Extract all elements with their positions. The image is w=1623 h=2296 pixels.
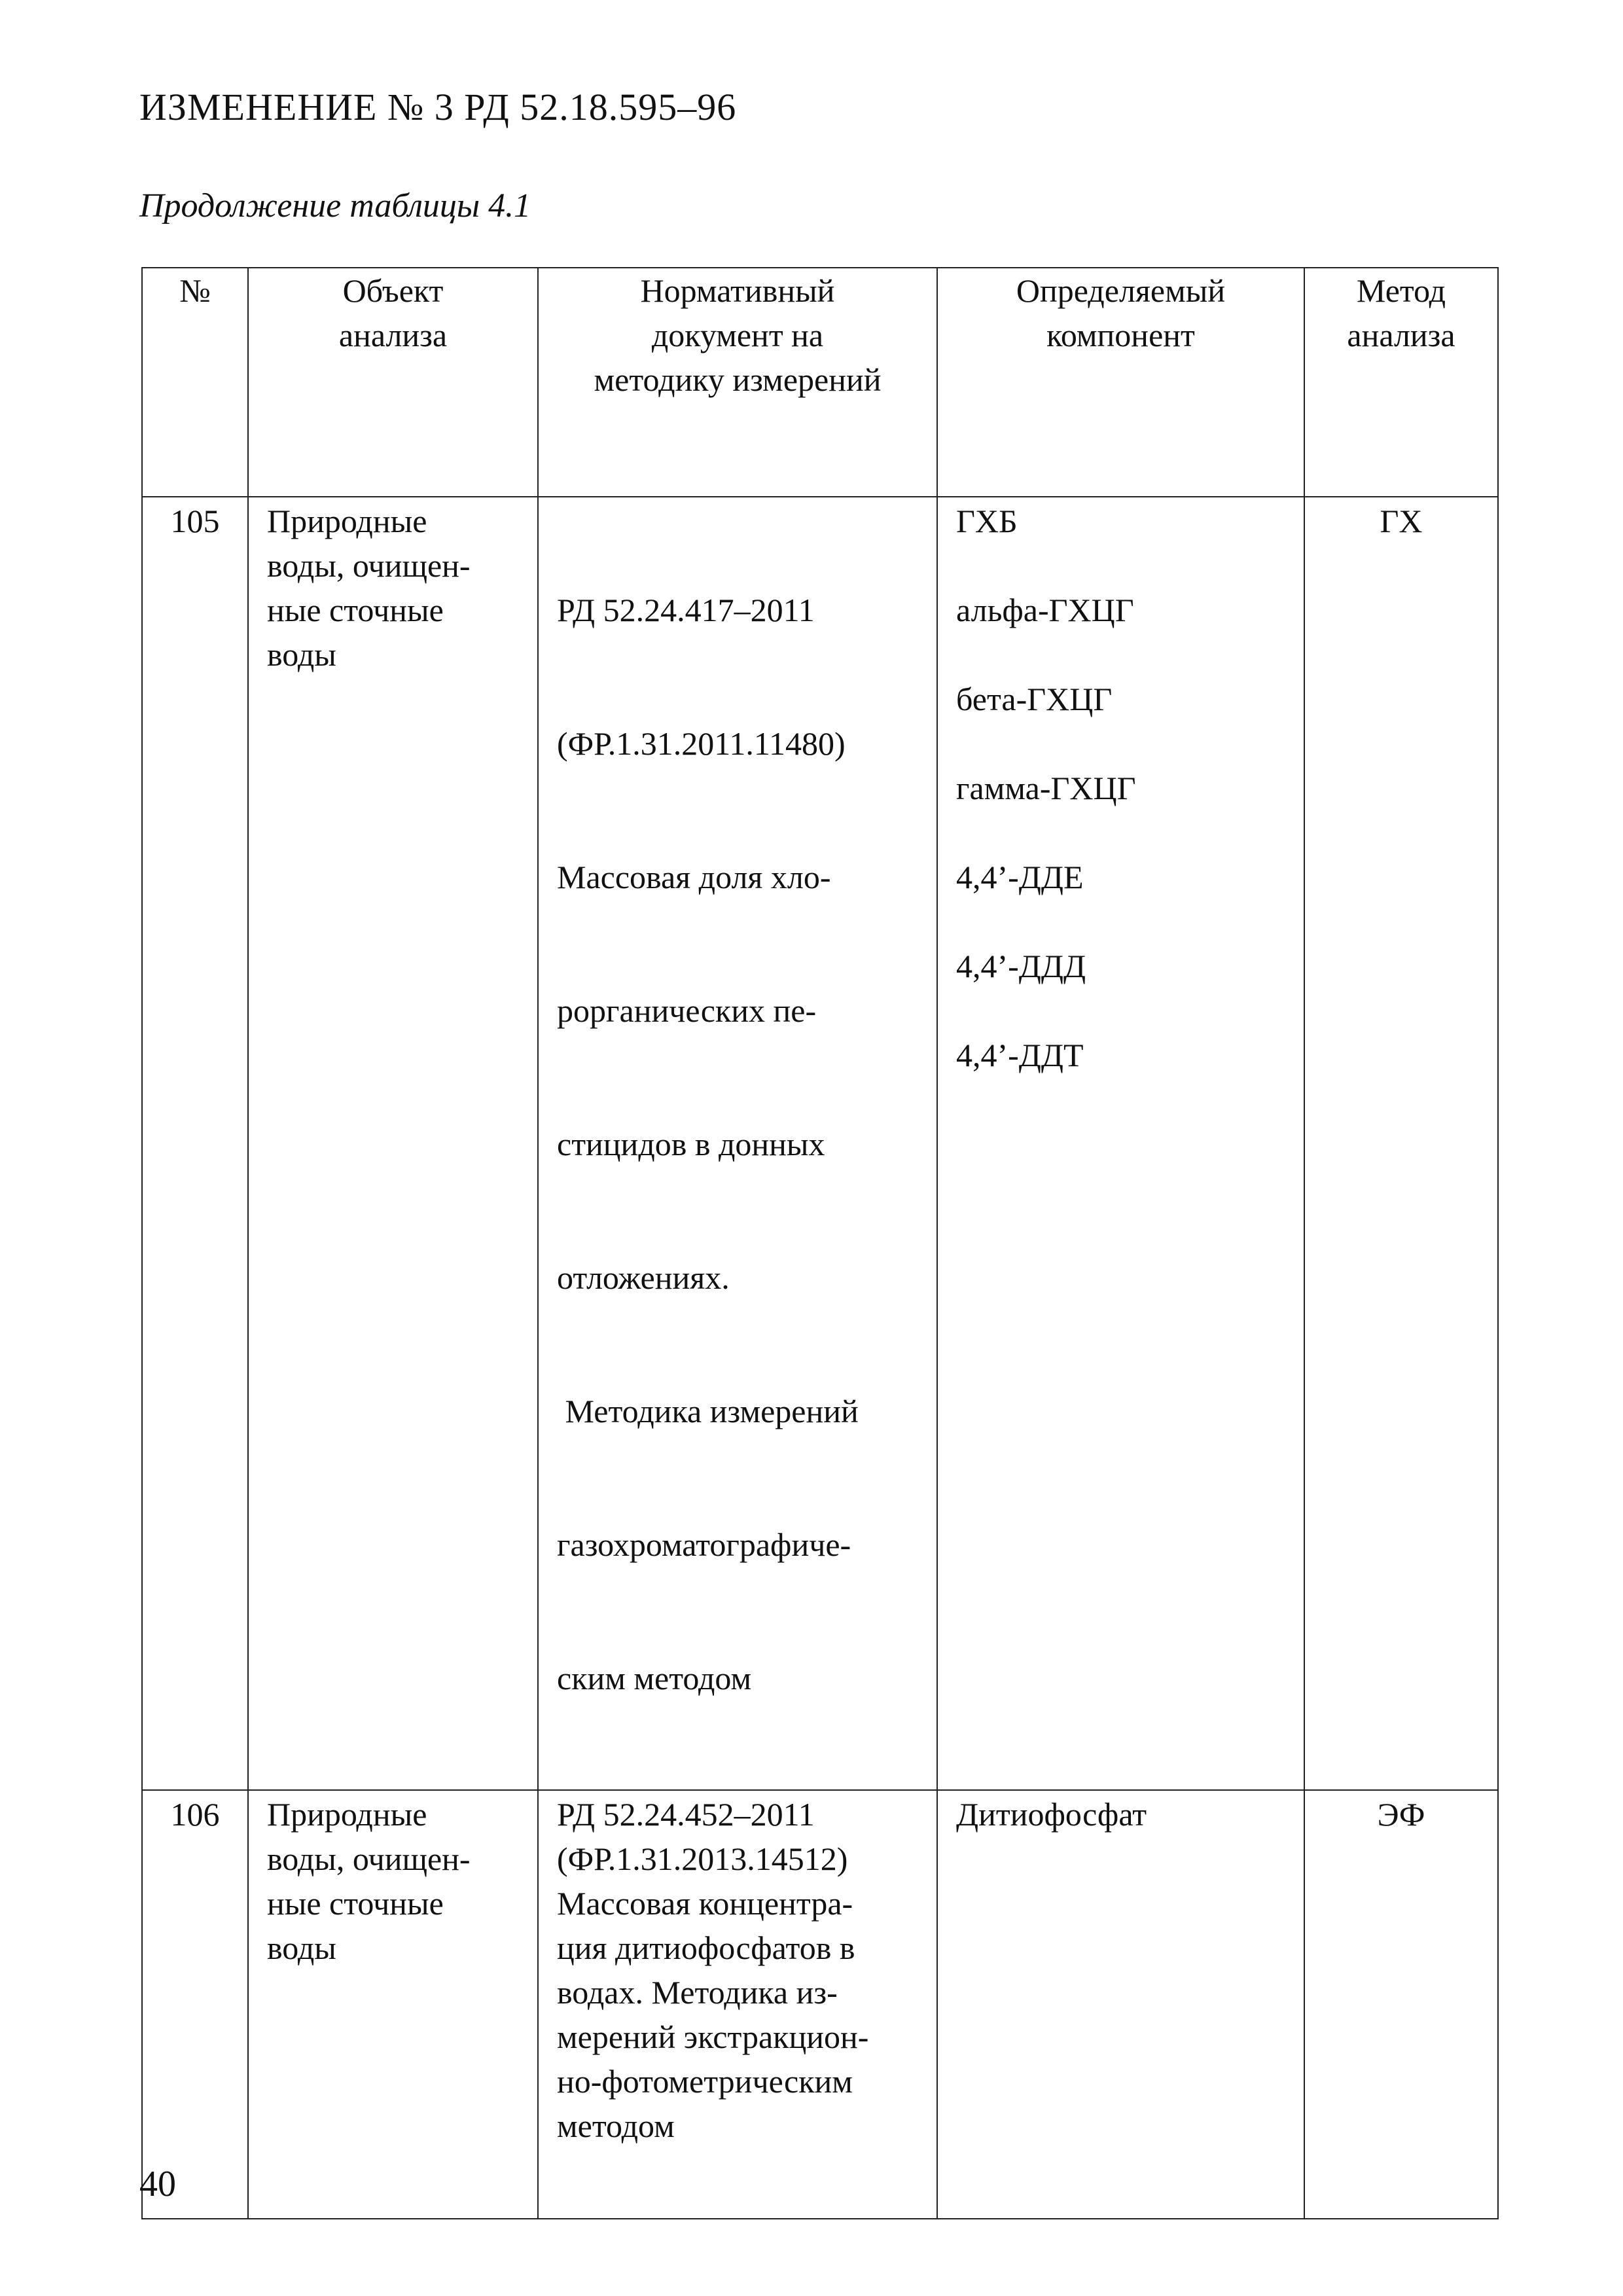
document-cell: РД 52.24.452–2011 (ФР.1.31.2013.14512) Массовая концентра- ция дитиофосфатов в водах. Методика из- мерений экстракцион- но-фотометрическим методом xyxy=(538,1790,937,2219)
page-number: 40 xyxy=(139,2164,176,2204)
method-cell: ГХ xyxy=(1304,497,1498,1790)
column-header-number: № xyxy=(142,268,248,497)
table-header-row xyxy=(142,268,1498,497)
row-number-cell: 105 xyxy=(142,497,248,1790)
component-item: гамма-ГХЦГ xyxy=(956,770,1136,806)
column-header-method: Метод анализа xyxy=(1304,268,1498,497)
component-item: 4,4’-ДДД xyxy=(956,948,1086,984)
component-cell xyxy=(937,1790,1304,2219)
component-item: альфа-ГХЦГ xyxy=(956,592,1134,628)
table-row xyxy=(142,1790,1498,2219)
column-header-component: Определяемый компонент xyxy=(937,268,1304,497)
component-item: бета-ГХЦГ xyxy=(956,681,1113,717)
object-cell: Природные воды, очищен- ные сточные воды xyxy=(248,1790,538,2219)
methods-table xyxy=(141,267,1499,2219)
table-row xyxy=(142,497,1498,1790)
component-item: Дитиофосфат xyxy=(956,1796,1147,1833)
column-header-document: Нормативный документ на методику измерений xyxy=(538,268,937,497)
row-number-cell: 106 xyxy=(142,1790,248,2219)
document-cell: РД 52.24.417–2011 (ФР.1.31.2011.11480) Массовая доля хло- рорганических пе- стицидов в донных отложениях. Методика измерений газохроматографиче- ским методом xyxy=(538,497,937,1790)
component-item: 4,4’-ДДТ xyxy=(956,1037,1084,1073)
component-item: ГХБ xyxy=(956,503,1018,539)
document-header: ИЗМЕНЕНИЕ № 3 РД 52.18.595–96 xyxy=(139,86,737,128)
object-cell: Природные воды, очищен- ные сточные воды xyxy=(248,497,538,1790)
column-header-object: Объект анализа xyxy=(248,268,538,497)
component-cell xyxy=(937,497,1304,1790)
component-item: 4,4’-ДДЕ xyxy=(956,859,1084,895)
method-cell: ЭФ xyxy=(1304,1790,1498,2219)
table-caption: Продолжение таблицы 4.1 xyxy=(139,187,531,224)
